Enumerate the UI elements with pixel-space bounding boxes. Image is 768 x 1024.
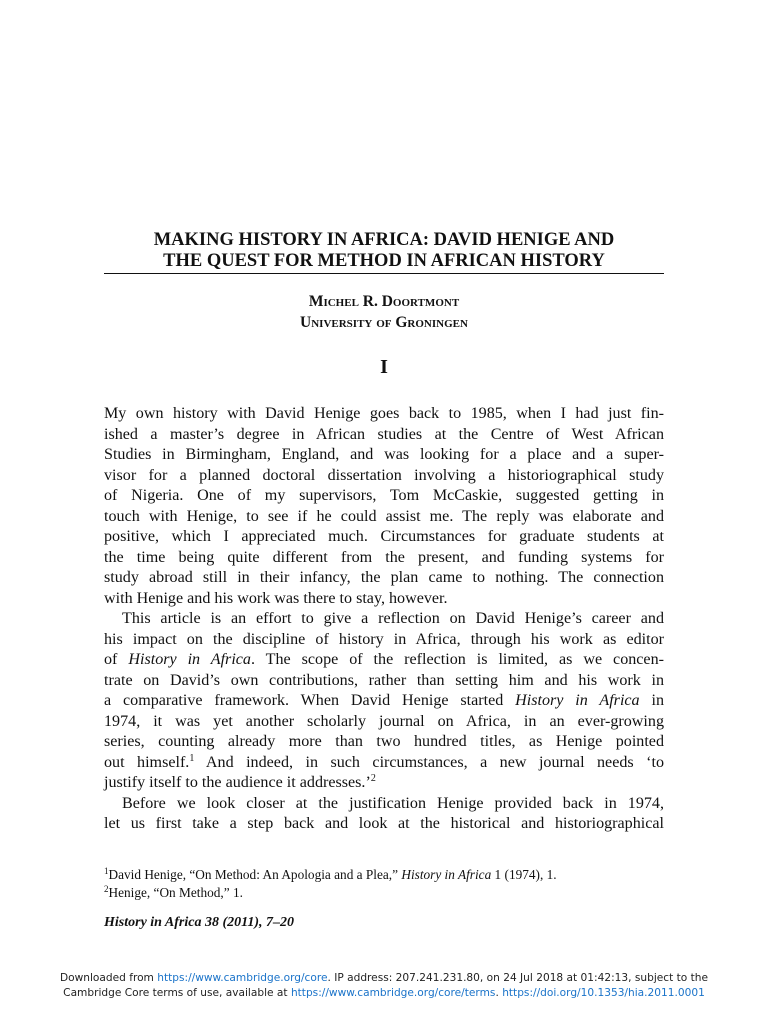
body-line: let us first take a step back and look at the historical and historiographical: [104, 815, 664, 832]
footnote-number: 2: [104, 884, 109, 894]
cambridge-core-link[interactable]: https://www.cambridge.org/core: [157, 972, 328, 984]
footnote-ref-1[interactable]: 1: [189, 752, 195, 764]
section-number: I: [380, 356, 388, 378]
body-line: ished a master’s degree in African studies at the Centre of West African: [104, 425, 664, 443]
body-line: visor for a planned doctoral dissertation involving a historiographical study: [104, 466, 664, 484]
body-line: My own history with David Henige goes back to 1985, when I had just fin-: [104, 405, 664, 422]
body-line: [104, 650, 664, 671]
body-line: [104, 773, 664, 794]
notice-text: . IP address: 207.241.231.80, on 24 Jul 2018 at 01:42:13, subject to the: [327, 972, 709, 984]
title-underline: [104, 273, 664, 274]
body-line: the time being quite different from the present, and funding systems for: [104, 548, 664, 566]
body-text-run: in: [639, 692, 664, 709]
footnote-1: [104, 866, 664, 884]
title-line-2: THE QUEST FOR METHOD IN AFRICAN HISTORY: [163, 251, 605, 271]
body-line: touch with Henige, to see if he could assist me. The reply was elaborate and: [104, 507, 664, 525]
body-line: [104, 691, 664, 712]
body-line: series, counting already more than two hundred titles, as Henige pointed: [104, 733, 664, 750]
body-line: his impact on the discipline of history in Africa, through his work as editor: [104, 630, 664, 648]
body-text-run: out himself.: [104, 753, 190, 771]
body-line-text: This article is an effort to give a reflection on David Henige’s career and: [122, 610, 664, 627]
body-line-text: Before we look closer at the justification Henige provided back in 1974,: [122, 794, 664, 812]
journal-title-italic: History in Africa: [401, 867, 492, 882]
body-line: trate on David’s own contributions, rather than setting him and his work in: [104, 671, 664, 689]
notice-text: .: [495, 987, 503, 999]
notice-text: Downloaded from: [59, 972, 158, 984]
journal-title-italic: History in Africa: [515, 692, 640, 709]
body-line: [104, 609, 664, 630]
body-text-run: of: [104, 651, 129, 668]
footnote-2: [104, 884, 664, 902]
journal-citation: History in Africa 38 (2011), 7–20: [104, 915, 295, 930]
body-line: with Henige and his work was there to stay, however.: [104, 589, 448, 607]
paragraph-1: [104, 404, 664, 609]
body-line: [104, 753, 664, 774]
terms-link[interactable]: https://www.cambridge.org/core/terms: [290, 987, 496, 999]
footnote-ref-2[interactable]: 2: [370, 773, 376, 784]
notice-text: Cambridge Core terms of use, available at: [63, 987, 291, 999]
body-line: [104, 794, 664, 815]
body-text-run: a comparative framework. When David Henige started: [104, 692, 516, 709]
footnote-text: David Henige, “On Method: An Apologia and a Plea,”: [108, 867, 402, 882]
footnote-text: 1 (1974), 1.: [491, 867, 557, 882]
body-text-run: justify itself to the audience it addresses.’: [104, 774, 371, 791]
download-notice: [0, 971, 768, 1001]
paragraph-3: [104, 794, 664, 835]
footnotes: [104, 866, 664, 902]
footnote-text: Henige, “On Method,” 1.: [108, 885, 243, 900]
body-text-run: And indeed, in such circumstances, a new journal needs ‘to: [194, 753, 664, 771]
footnote-number: 1: [104, 866, 109, 876]
body-line: study abroad still in their infancy, the plan came to nothing. The connection: [104, 569, 664, 586]
doi-link[interactable]: https://doi.org/10.1353/hia.2011.0001: [502, 987, 705, 999]
author-block: [104, 291, 664, 333]
article-body: [104, 404, 664, 835]
journal-title-italic: History in Africa: [128, 651, 251, 668]
author-name: Michel R. Doortmont: [308, 293, 460, 310]
body-text-run: . The scope of the reflection is limited, as we concen-: [250, 651, 664, 668]
article-title: [104, 230, 664, 272]
body-line: Studies in Birmingham, England, and was looking for a place and a super-: [104, 446, 664, 463]
body-line: 1974, it was yet another scholarly journal on Africa, in an ever-growing: [104, 712, 664, 730]
title-line-1: MAKING HISTORY IN AFRICA: DAVID HENIGE AND: [153, 230, 615, 250]
author-affiliation: University of Groningen: [300, 314, 468, 331]
body-line: of Nigeria. One of my supervisors, Tom McCaskie, suggested getting in: [104, 487, 664, 504]
body-line: positive, which I appreciated much. Circumstances for graduate students at: [104, 528, 664, 545]
paragraph-2: [104, 609, 664, 794]
